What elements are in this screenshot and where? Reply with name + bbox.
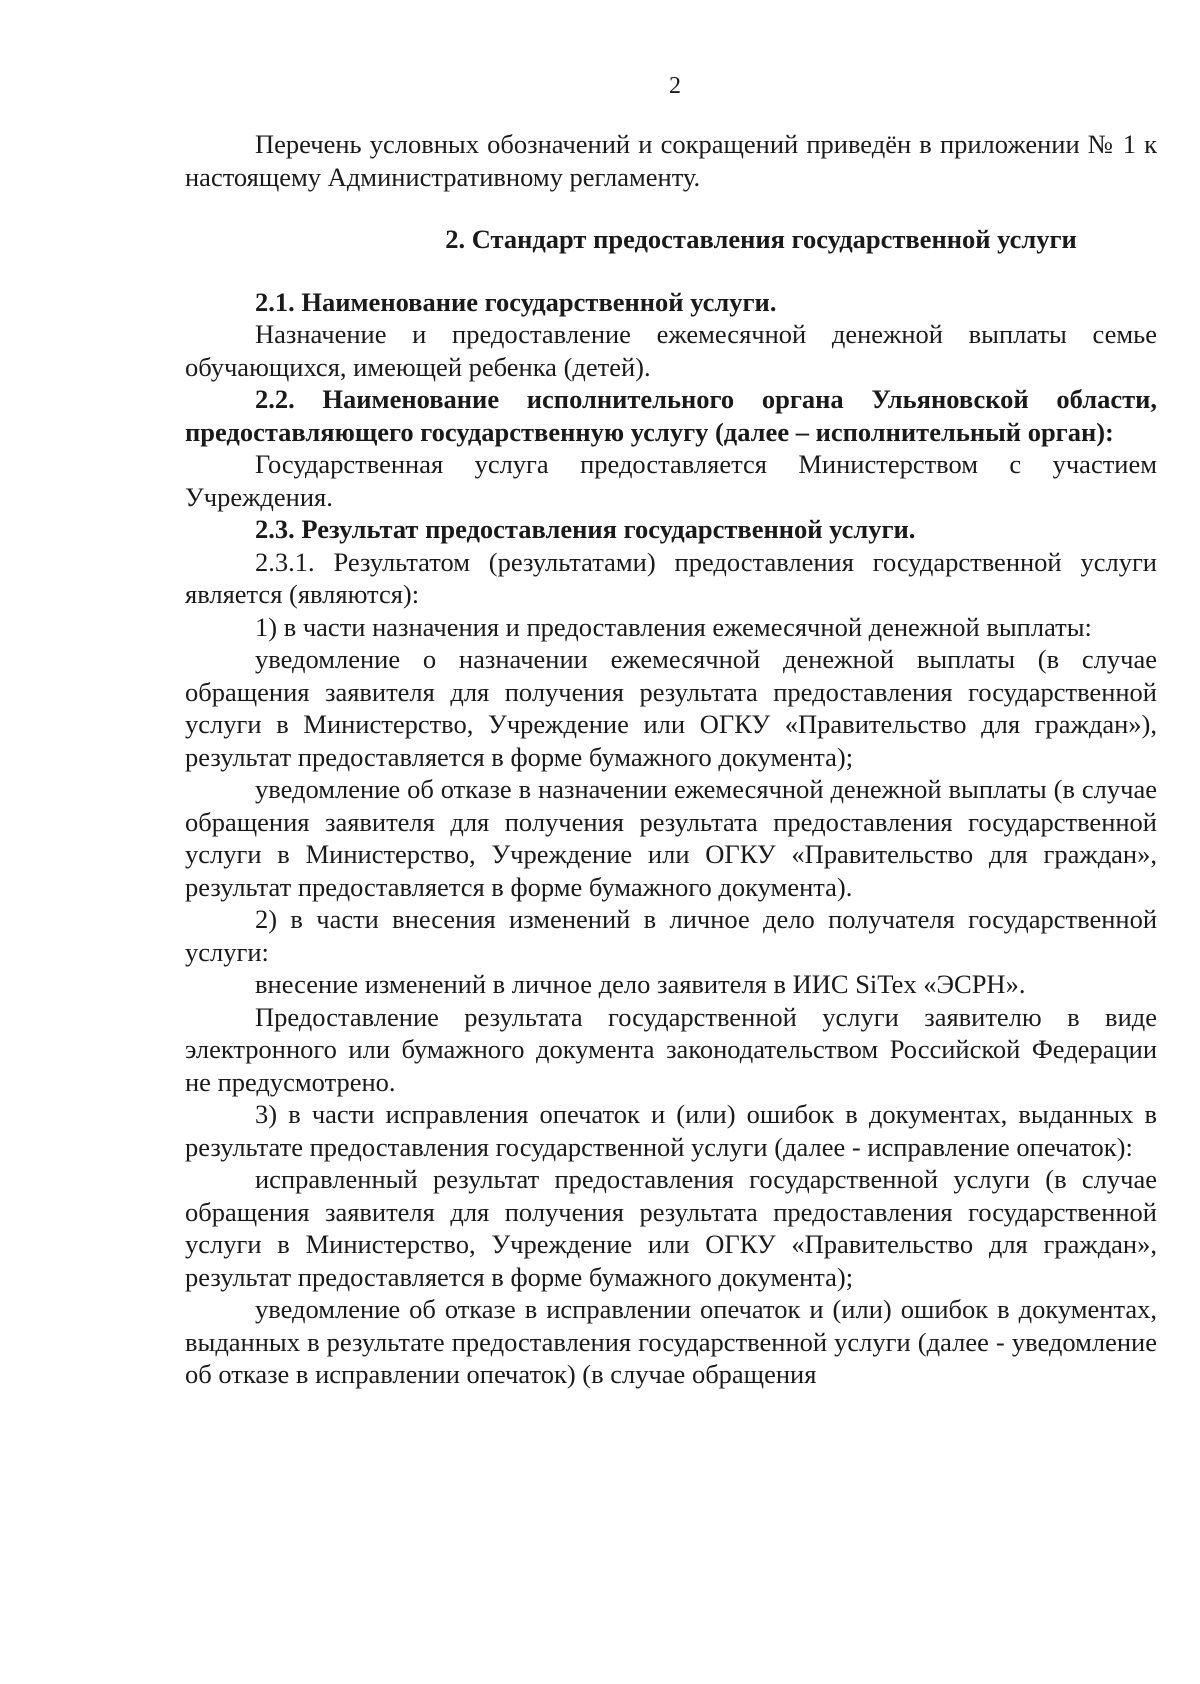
paragraph: уведомление о назначении ежемесячной денежной выплаты (в случае обращения заявителя для получения результата предоставления государственной услуги в Министерство, Учреждение или ОГКУ «Правительство для граждан»), результат предоставляется в форме бумажного документа); (185, 644, 1157, 772)
paragraph: уведомление об отказе в назначении ежемесячной денежной выплаты (в случае обращения заявителя для получения результата предоставления государственной услуги в Министерство, Учреждение или ОГКУ «Правительство для граждан», результат предоставляется в форме бумажного документа). (185, 774, 1157, 902)
paragraph: 1) в части назначения и предоставления ежемесячной денежной выплаты: (255, 611, 1092, 642)
paragraph: Предоставление результата государственной услуги заявителю в виде электронного или бумажного документа законодательством Российской Федерации не предусмотрено. (185, 1001, 1157, 1097)
intro-paragraph: Перечень условных обозначений и сокращений приведён в приложении № 1 к настоящему Административному регламенту. (185, 129, 1157, 192)
paragraph: Государственная услуга предоставляется Министерством с участием Учреждения. (185, 449, 1157, 512)
heading-2-2: 2.2. Наименование исполнительного органа Ульяновской области, предоставляющего государственную услугу (далее – исполнительный орган): (185, 384, 1157, 447)
paragraph: Назначение и предоставление ежемесячной денежной выплаты семье обучающихся, имеющей ребенка (детей). (185, 319, 1157, 382)
heading-2-3: 2.3. Результат предоставления государственной услуги. (255, 514, 916, 544)
heading-2-1: 2.1. Наименование государственной услуги. (255, 286, 777, 317)
paragraph: уведомление об отказе в исправлении опечаток и (или) ошибок в документах, выданных в результате предоставления государственной услуги (далее - уведомление об отказе в исправлении опечаток) (в случае обращения (185, 1294, 1157, 1389)
paragraph: исправленный результат предоставления государственной услуги (в случае обращения заявителя для получения результата предоставления государственной услуги в Министерство, Учреждение или ОГКУ «Правительство для граждан», результат предоставляется в форме бумажного документа); (185, 1164, 1157, 1292)
paragraph: внесение изменений в личное дело заявителя в ИИС SiTex «ЭСРН». (255, 969, 1026, 999)
paragraph: 2.3.1. Результатом (результатами) предоставления государственной услуги является (являются): (185, 546, 1157, 609)
paragraph: 2) в части внесения изменений в личное дело получателя государственной услуги: (185, 904, 1157, 967)
document-body (185, 128, 1157, 1391)
paragraph: 3) в части исправления опечаток и (или) ошибок в документах, выданных в результате предоставления государственной услуги (далее - исправление опечаток): (185, 1099, 1157, 1162)
section-title: 2. Стандарт предоставления государственной услуги (445, 224, 1077, 254)
page-number: 2 (669, 73, 681, 99)
